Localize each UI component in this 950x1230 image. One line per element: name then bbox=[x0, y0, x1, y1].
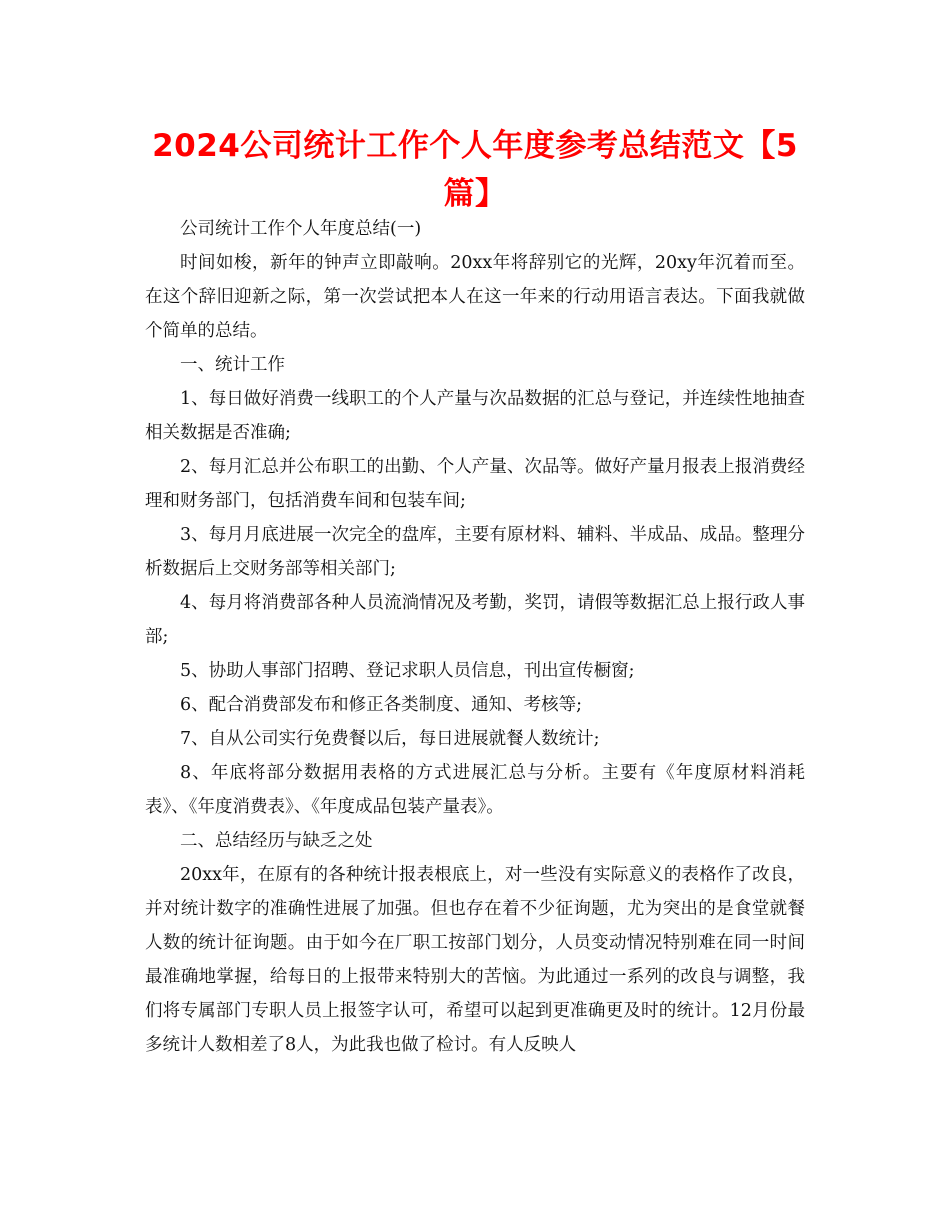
paragraph-intro: 时间如梭，新年的钟声立即敲响。20xx年将辞别它的光辉，20xy年沉着而至。在这个辞旧迎新之际，第一次尝试把本人在这一年来的行动用语言表达。下面我就做个简单的总结。 bbox=[145, 253, 805, 341]
document-title: 2024公司统计工作个人年度参考总结范文【5篇】 bbox=[152, 128, 798, 212]
paragraph-item-1: 1、每日做好消费一线职工的个人产量与次品数据的汇总与登记，并连续性地抽查相关数据是否准确; bbox=[145, 389, 805, 443]
paragraph-item-2: 2、每月汇总并公布职工的出勤、个人产量、次品等。做好产量月报表上报消费经理和财务部门，包括消费车间和包装车间; bbox=[145, 457, 805, 511]
paragraph-item-8: 8、年底将部分数据用表格的方式进展汇总与分析。主要有《年度原材料消耗表》、《年度消费表》、《年度成品包装产量表》。 bbox=[145, 763, 805, 817]
paragraph-item-7: 7、自从公司实行免费餐以后，每日进展就餐人数统计; bbox=[180, 729, 600, 749]
paragraph-section-heading: 公司统计工作个人年度总结(一) bbox=[180, 219, 422, 239]
paragraph-heading-experience: 二、总结经历与缺乏之处 bbox=[180, 831, 373, 851]
paragraph-heading-statistics-work: 一、统计工作 bbox=[180, 355, 285, 375]
paragraph-experience-body: 20xx年，在原有的各种统计报表根底上，对一些没有实际意义的表格作了改良，并对统计数字的准确性进展了加强。但也存在着不少征询题，尤为突出的是食堂就餐人数的统计征询题。由于如今在厂职工按部门划分，人员变动情况特别难在同一时间最准确地掌握，给每日的上报带来特别大的苦恼。为此通过一系列的改良与调整，我们将专属部门专职人员上报签字认可，希望可以起到更准确更及时的统计。12月份最多统计人数相差了8人，为此我也做了检讨。有人反映人 bbox=[145, 865, 805, 1055]
paragraph-item-4: 4、每月将消费部各种人员流淌情况及考勤，奖罚，请假等数据汇总上报行政人事部; bbox=[145, 593, 805, 647]
paragraph-item-6: 6、配合消费部发布和修正各类制度、通知、考核等; bbox=[180, 695, 583, 715]
paragraph-item-5: 5、协助人事部门招聘、登记求职人员信息，刊出宣传橱窗; bbox=[180, 661, 635, 681]
document-body bbox=[145, 212, 805, 1062]
paragraph-item-3: 3、每月月底进展一次完全的盘库，主要有原材料、辅料、半成品、成品。整理分析数据后上交财务部等相关部门; bbox=[145, 525, 805, 579]
